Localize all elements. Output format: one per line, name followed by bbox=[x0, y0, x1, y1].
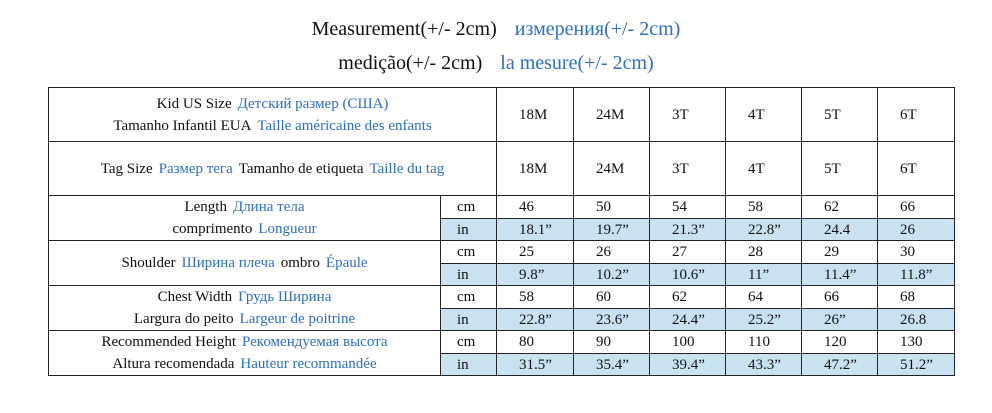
in-value: 24.4” bbox=[650, 309, 726, 331]
tag-size-en: Tag Size bbox=[100, 160, 153, 177]
measurement-label bbox=[49, 196, 441, 241]
kid-size-pt: Tamanho Infantil EUA bbox=[113, 117, 252, 134]
in-value: 11” bbox=[726, 264, 802, 286]
tag-size-pt: Tamanho de etiqueta bbox=[238, 160, 364, 177]
in-value: 26” bbox=[802, 309, 878, 331]
in-value: 23.6” bbox=[574, 309, 650, 331]
kid-size-value: 18M bbox=[497, 88, 574, 142]
measurement-label-fr: Épaule bbox=[325, 255, 368, 271]
in-value: 35.4” bbox=[574, 354, 650, 376]
in-value: 26 bbox=[878, 219, 955, 241]
tag-size-value: 6T bbox=[878, 142, 955, 196]
measurement-label-fr: Hauteur recommandée bbox=[240, 356, 377, 372]
cm-value: 62 bbox=[650, 286, 726, 309]
in-value: 21.3” bbox=[650, 219, 726, 241]
cm-value: 60 bbox=[574, 286, 650, 309]
unit-in: in bbox=[441, 219, 497, 241]
in-value: 22.8” bbox=[497, 309, 574, 331]
title-measurement-pt: medição(+/- 2cm) bbox=[338, 52, 483, 74]
measurement-label-ru: Грудь Ширина bbox=[238, 289, 332, 305]
title-line-2 bbox=[0, 52, 992, 75]
tag-size-value: 18M bbox=[497, 142, 574, 196]
kid-size-ru: Детский размер (США) bbox=[237, 95, 389, 112]
measurement-rows bbox=[49, 196, 955, 376]
unit-cm: cm bbox=[441, 241, 497, 264]
in-value: 10.6” bbox=[650, 264, 726, 286]
measurement-label-en: Recommended Height bbox=[101, 334, 236, 350]
in-value: 24.4 bbox=[802, 219, 878, 241]
in-value: 47.2” bbox=[802, 354, 878, 376]
in-value: 19.7” bbox=[574, 219, 650, 241]
tag-size-value: 5T bbox=[802, 142, 878, 196]
cm-value: 58 bbox=[726, 196, 802, 219]
kid-size-value: 3T bbox=[650, 88, 726, 142]
kid-size-label bbox=[49, 88, 497, 142]
in-value: 10.2” bbox=[574, 264, 650, 286]
cm-value: 50 bbox=[574, 196, 650, 219]
measurement-label-ru: Рекомендуемая высота bbox=[242, 334, 388, 350]
tag-size-value: 24M bbox=[574, 142, 650, 196]
kid-size-value: 24M bbox=[574, 88, 650, 142]
tag-size-label bbox=[49, 142, 497, 196]
cm-value: 64 bbox=[726, 286, 802, 309]
kid-size-en: Kid US Size bbox=[156, 95, 232, 112]
measurement-label-pt: comprimento bbox=[172, 221, 253, 237]
cm-value: 100 bbox=[650, 331, 726, 354]
tag-size-ru: Размер тега bbox=[158, 160, 233, 177]
cm-value: 46 bbox=[497, 196, 574, 219]
kid-size-fr: Taille américaine des enfants bbox=[257, 117, 432, 134]
cm-value: 120 bbox=[802, 331, 878, 354]
tag-size-fr: Taille du tag bbox=[369, 160, 445, 177]
cm-value: 66 bbox=[802, 286, 878, 309]
in-value: 43.3” bbox=[726, 354, 802, 376]
in-value: 22.8” bbox=[726, 219, 802, 241]
unit-in: in bbox=[441, 309, 497, 331]
measurement-label-fr: Longueur bbox=[258, 221, 317, 237]
unit-cm: cm bbox=[441, 196, 497, 219]
in-value: 11.4” bbox=[802, 264, 878, 286]
cm-value: 80 bbox=[497, 331, 574, 354]
cm-value: 28 bbox=[726, 241, 802, 264]
cm-value: 29 bbox=[802, 241, 878, 264]
unit-cm: cm bbox=[441, 331, 497, 354]
measurement-label-en: Length bbox=[184, 199, 227, 215]
title-measurement-ru: измерения(+/- 2cm) bbox=[514, 18, 681, 40]
unit-in: in bbox=[441, 354, 497, 376]
measurement-label bbox=[49, 241, 441, 286]
tag-size-value: 4T bbox=[726, 142, 802, 196]
tag-size-value: 3T bbox=[650, 142, 726, 196]
measurement-label-ru: Длина тела bbox=[232, 199, 305, 215]
measurement-label-pt: ombro bbox=[280, 255, 320, 271]
in-value: 31.5” bbox=[497, 354, 574, 376]
measurement-label-ru: Ширина плеча bbox=[181, 255, 275, 271]
kid-size-value: 4T bbox=[726, 88, 802, 142]
measurement-label-pt: Largura do peito bbox=[133, 311, 234, 327]
cm-value: 66 bbox=[878, 196, 955, 219]
cm-value: 30 bbox=[878, 241, 955, 264]
cm-value: 90 bbox=[574, 331, 650, 354]
tag-size-row bbox=[49, 142, 955, 196]
size-chart-table bbox=[48, 87, 955, 376]
measurement-row-cm bbox=[49, 331, 955, 354]
in-value: 9.8” bbox=[497, 264, 574, 286]
unit-cm: cm bbox=[441, 286, 497, 309]
in-value: 18.1” bbox=[497, 219, 574, 241]
title-line-1 bbox=[0, 18, 992, 41]
cm-value: 110 bbox=[726, 331, 802, 354]
cm-value: 25 bbox=[497, 241, 574, 264]
kid-size-row bbox=[49, 88, 955, 142]
in-value: 39.4” bbox=[650, 354, 726, 376]
cm-value: 54 bbox=[650, 196, 726, 219]
cm-value: 68 bbox=[878, 286, 955, 309]
title-measurement-fr: la mesure(+/- 2cm) bbox=[500, 52, 654, 74]
measurement-label-pt: Altura recomendada bbox=[112, 356, 235, 372]
measurement-label-en: Shoulder bbox=[121, 255, 176, 271]
measurement-row-cm bbox=[49, 196, 955, 219]
measurement-label bbox=[49, 331, 441, 376]
cm-value: 58 bbox=[497, 286, 574, 309]
measurement-label-fr: Largeur de poitrine bbox=[239, 311, 356, 327]
kid-size-value: 5T bbox=[802, 88, 878, 142]
measurement-label-en: Chest Width bbox=[157, 289, 233, 305]
measurement-label bbox=[49, 286, 441, 331]
measurement-row-cm bbox=[49, 241, 955, 264]
cm-value: 62 bbox=[802, 196, 878, 219]
title-measurement-en: Measurement(+/- 2cm) bbox=[311, 18, 497, 40]
kid-size-value: 6T bbox=[878, 88, 955, 142]
in-value: 11.8” bbox=[878, 264, 955, 286]
cm-value: 26 bbox=[574, 241, 650, 264]
measurement-row-cm bbox=[49, 286, 955, 309]
unit-in: in bbox=[441, 264, 497, 286]
in-value: 26.8 bbox=[878, 309, 955, 331]
cm-value: 130 bbox=[878, 331, 955, 354]
cm-value: 27 bbox=[650, 241, 726, 264]
in-value: 25.2” bbox=[726, 309, 802, 331]
in-value: 51.2” bbox=[878, 354, 955, 376]
